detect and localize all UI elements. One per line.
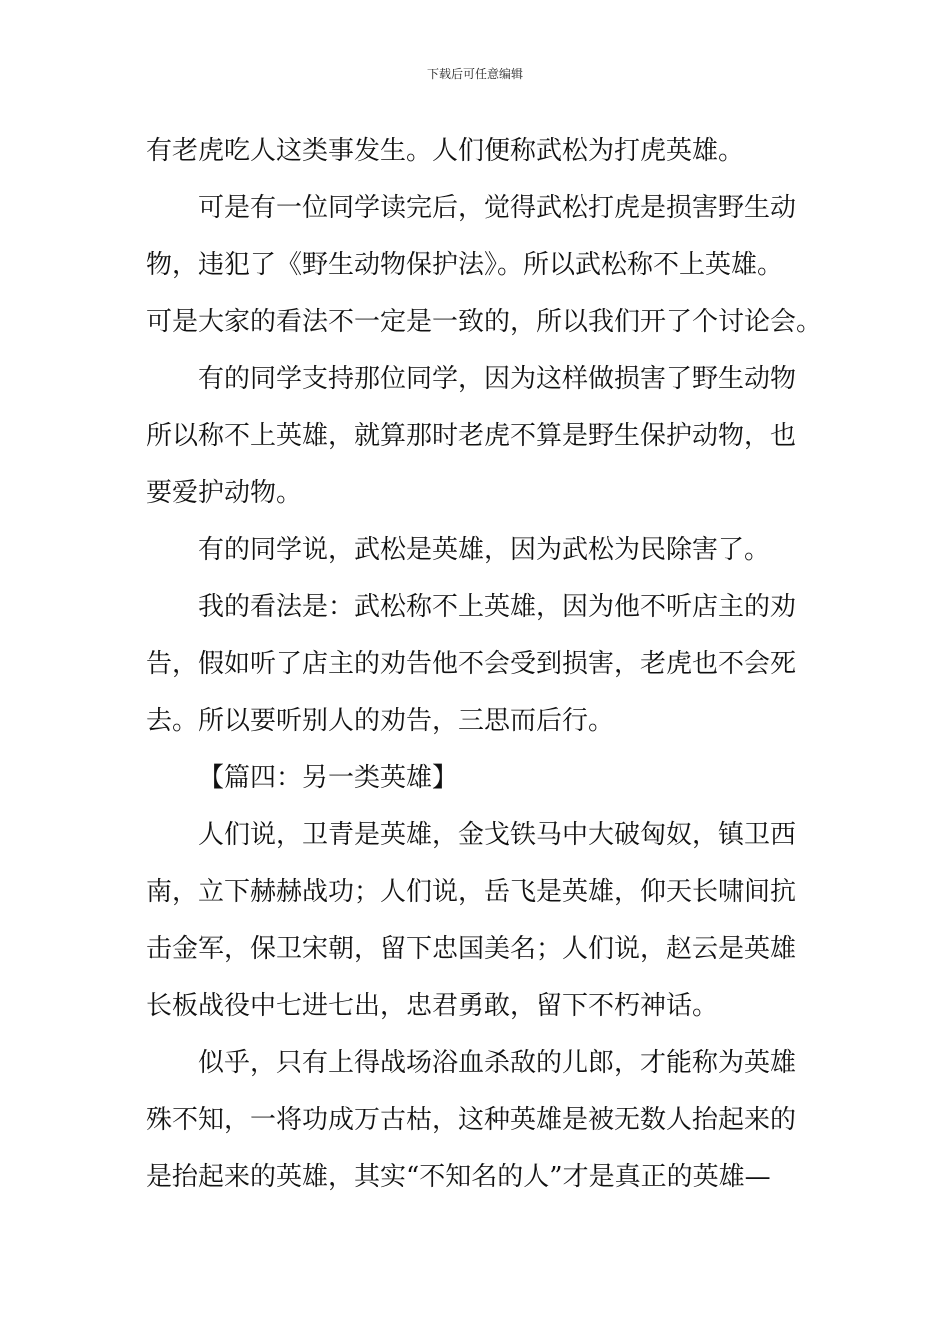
paragraph-start-line: 有的同学说，武松是英雄，因为武松为民除害了。 [198, 535, 771, 565]
text-line: 击金军，保卫宋朝，留下忠国美名；人们说，赵云是英雄 [146, 934, 797, 964]
text-line: 所以称不上英雄，就算那时老虎不算是野生保护动物，也 [146, 421, 797, 451]
text-line: 要爱护动物。 [146, 478, 303, 508]
text-line: 是抬起来的英雄，其实“不知名的人”才是真正的英雄— [146, 1162, 771, 1192]
document-body [146, 123, 826, 1206]
text-line: 殊不知，一将功成万古枯，这种英雄是被无数人抬起来的 [146, 1105, 797, 1135]
text-line: 物，违犯了《野生动物保护法》。所以武松称不上英雄。 [146, 250, 784, 280]
paragraph-start-line: 似乎，只有上得战场浴血杀敌的儿郎，才能称为英雄 [198, 1048, 797, 1078]
paragraph-start-line: 有的同学支持那位同学，因为这样做损害了野生动物 [198, 364, 797, 394]
page-header-note: 下载后可任意编辑 [426, 67, 523, 81]
text-line: 告，假如听了店主的劝告他不会受到损害，老虎也不会死 [146, 649, 797, 679]
paragraph-start-line: 可是有一位同学读完后，觉得武松打虎是损害野生动 [198, 193, 797, 223]
text-line: 长板战役中七进七出，忠君勇敢，留下不朽神话。 [146, 991, 719, 1021]
paragraph-start-line: 我的看法是：武松称不上英雄，因为他不听店主的劝 [198, 592, 797, 622]
text-line: 南，立下赫赫战功；人们说，岳飞是英雄，仰天长啸间抗 [146, 877, 797, 907]
text-line: 去。所以要听别人的劝告，三思而后行。 [146, 706, 615, 736]
text-line: 有老虎吃人这类事发生。人们便称武松为打虎英雄。 [146, 136, 745, 166]
section-heading: 【篇四：另一类英雄】 [198, 763, 459, 793]
paragraph-start-line: 人们说，卫青是英雄，金戈铁马中大破匈奴，镇卫西 [198, 820, 797, 850]
text-line: 可是大家的看法不一定是一致的，所以我们开了个讨论会。 [146, 307, 823, 337]
